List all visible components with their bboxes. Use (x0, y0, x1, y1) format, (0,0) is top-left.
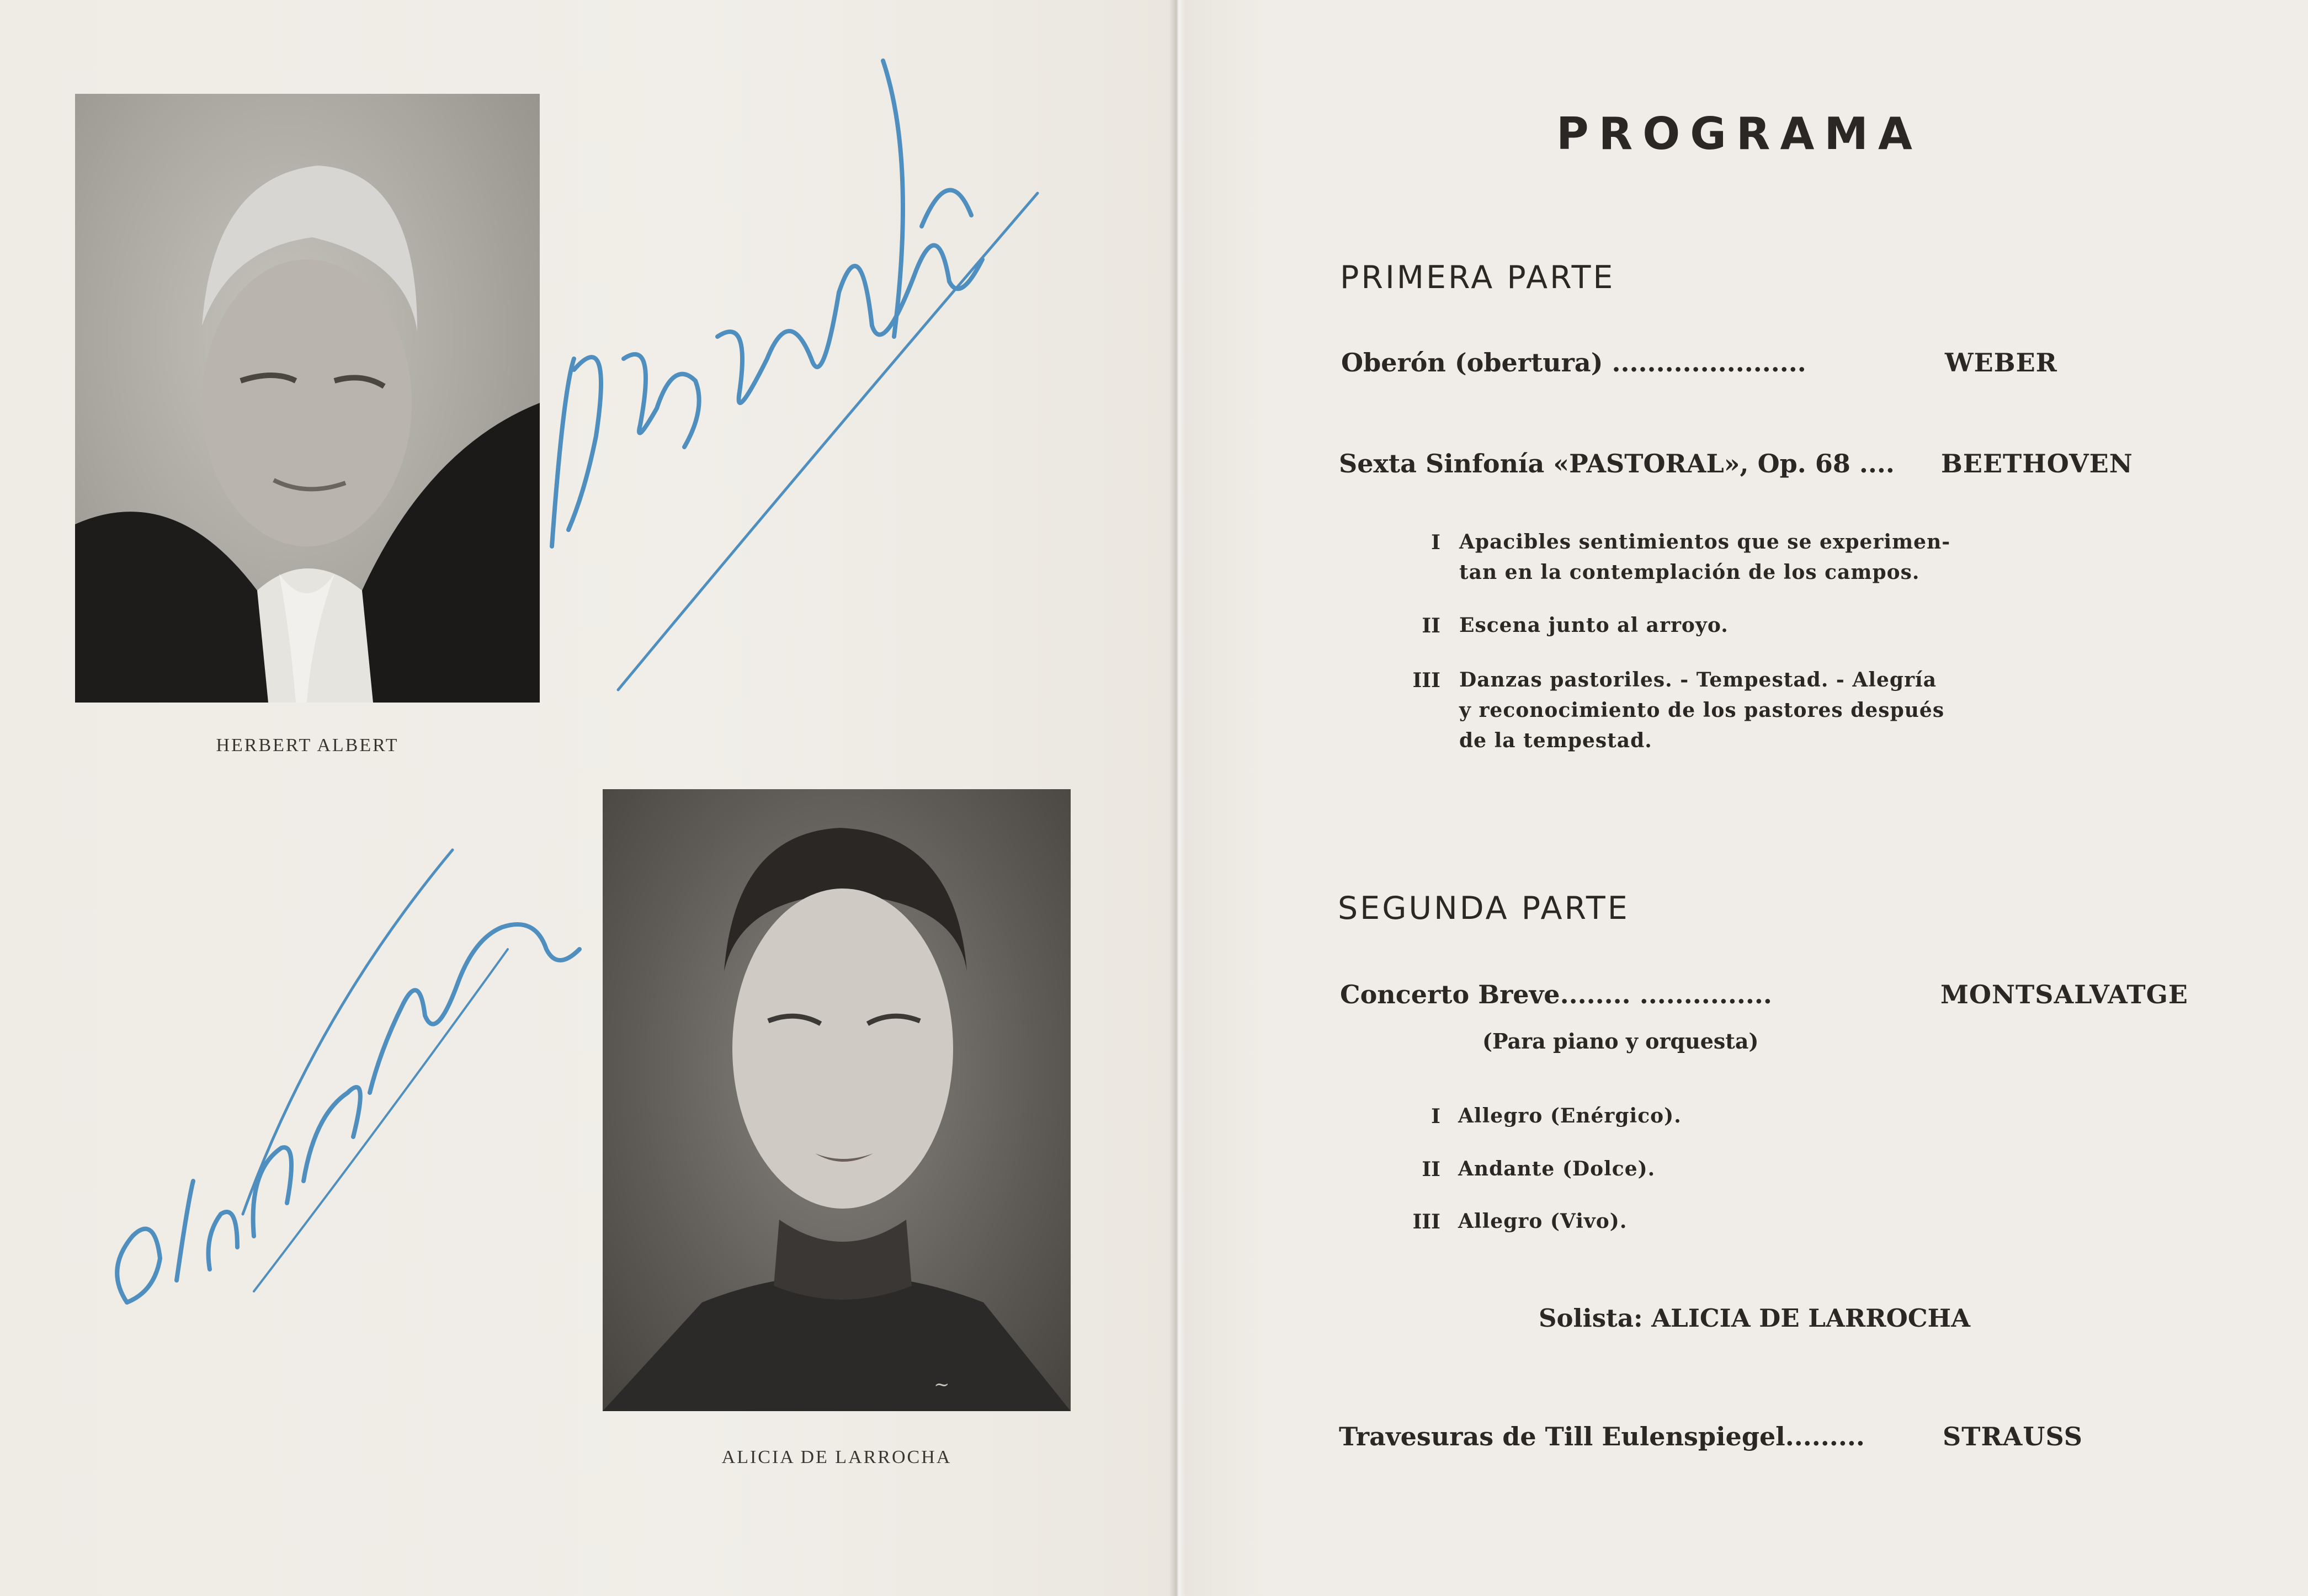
movement-text-line: Apacibles sentimientos que se experimen- (1459, 530, 1951, 554)
movement-text-line: de la tempestad. (1459, 729, 1652, 752)
portrait-herbert-albert (75, 94, 540, 703)
signature-alicia-de-larrocha (94, 784, 591, 1336)
work-oberon: Oberón (obertura) ...................... (1341, 348, 1806, 377)
segunda-parte-heading: SEGUNDA PARTE (1338, 890, 1630, 927)
work-concerto-breve: Concerto Breve........ ............... (1340, 980, 1772, 1009)
movement-number: III (1412, 1210, 1440, 1233)
movement-text: Andante (Dolce). (1458, 1157, 1656, 1180)
portrait-alicia-de-larrocha (603, 789, 1071, 1411)
caption-alicia-de-larrocha: ALICIA DE LARROCHA (721, 1447, 952, 1467)
movement-text-line: Escena junto al arroyo. (1459, 614, 1729, 637)
movement-number: II (1422, 614, 1440, 637)
movement-number: II (1422, 1158, 1440, 1181)
right-page (1181, 0, 2308, 1596)
composer-beethoven: BEETHOVEN (1941, 449, 2133, 478)
movement-number: I (1431, 1105, 1440, 1128)
signature-herbert-albert (530, 50, 1049, 712)
soloist: Solista: ALICIA DE LARROCHA (1539, 1304, 1971, 1333)
svg-text:~: ~ (934, 1374, 950, 1396)
movement-text: Allegro (Vivo). (1458, 1210, 1628, 1233)
portrait-albert-drawing (75, 94, 540, 703)
composer-weber: WEBER (1945, 348, 2057, 377)
movement-text-line: Danzas pastoriles. - Tempestad. - Alegría (1459, 668, 1937, 691)
page-fold (1169, 0, 1185, 1596)
primera-parte-heading: PRIMERA PARTE (1340, 259, 1615, 296)
movement-text: Allegro (Enérgico). (1458, 1104, 1682, 1127)
movement-text-line: y reconocimiento de los pastores después (1459, 699, 1945, 722)
concerto-subtitle: (Para piano y orquesta) (1482, 1029, 1759, 1054)
work-till-eulenspiegel: Travesuras de Till Eulenspiegel......... (1339, 1422, 1865, 1451)
programa-title: PROGRAMA (1556, 108, 1922, 159)
composer-strauss: STRAUSS (1943, 1422, 2083, 1451)
caption-herbert-albert: HERBERT ALBERT (216, 735, 399, 756)
movement-number: III (1412, 669, 1440, 692)
composer-montsalvatge: MONTSALVATGE (1940, 980, 2188, 1009)
work-pastoral: Sexta Sinfonía «PASTORAL», Op. 68 .... (1339, 449, 1895, 478)
movement-number: I (1431, 531, 1440, 554)
portrait-larrocha-drawing (603, 789, 1071, 1411)
movement-text-line: tan en la contemplación de los campos. (1459, 561, 1920, 584)
